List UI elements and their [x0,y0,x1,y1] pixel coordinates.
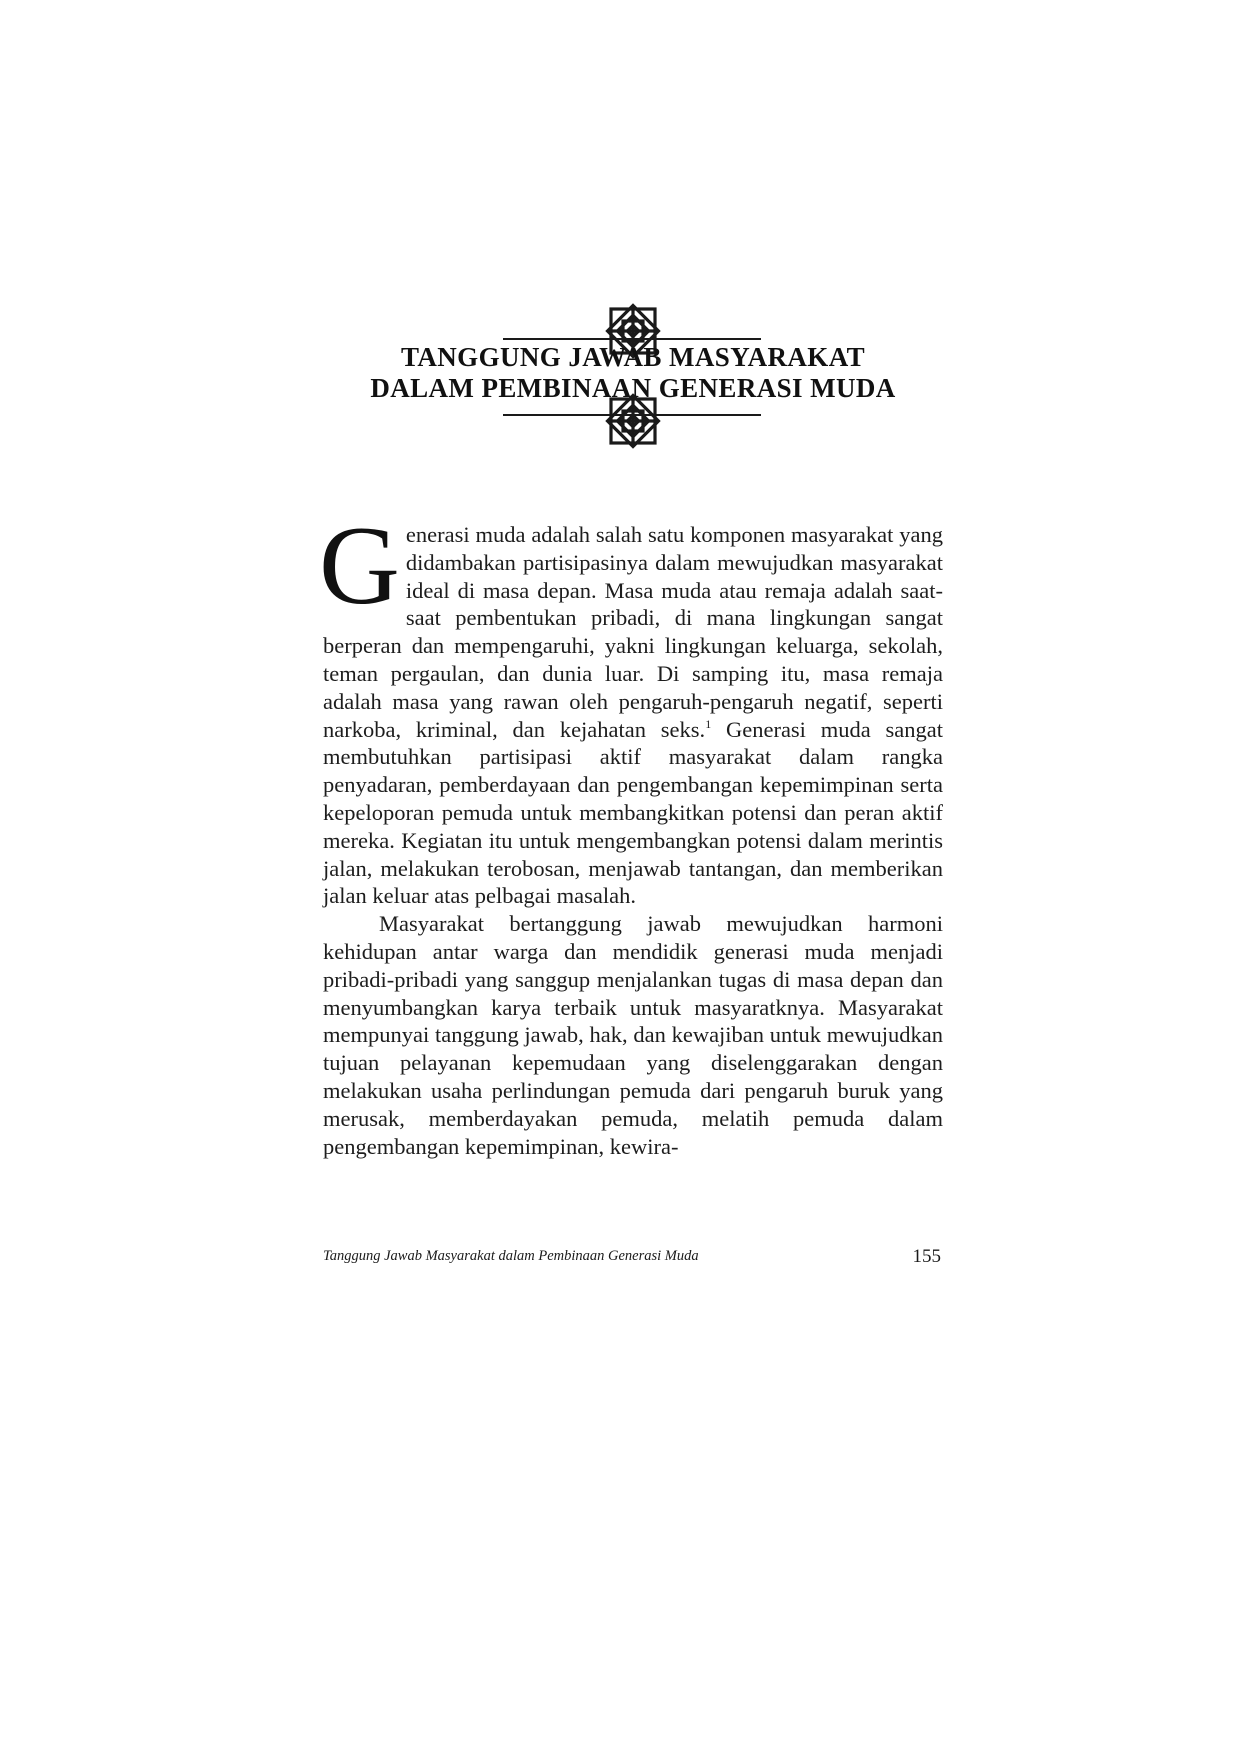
title-rule-top [503,338,761,340]
drop-cap: G [319,504,400,628]
paragraph-1 [319,504,943,910]
running-footer-title: Tanggung Jawab Masyarakat dalam Pembinaan Generasi Muda [323,1248,699,1264]
chapter-title-line-2: DALAM PEMBINAAN GENERASI MUDA [370,373,896,403]
arabesque-knot-icon [593,381,673,461]
footnote-reference[interactable]: 1 [705,716,712,731]
body-text [319,504,943,1160]
chapter-title-line-1: TANGGUNG JAWAB MASYARAKAT [400,342,866,372]
paragraph-2: Masyarakat bertanggung jawab mewujudkan harmoni kehidupan antar warga dan mendidik generasi muda menjadi pribadi-pribadi yang sanggup menjalankan tugas di masa depan dan menyumbangkan karya terbaik untuk masyaratknya. Masyarakat mempunyai tanggung jawab, hak, dan kewajiban untuk mewujudkan tujuan pelayanan kepemudaan yang diselenggarakan dengan melakukan usaha perlindungan pemuda dari pengaruh buruk yang merusak, memberdayakan pemuda, melatih pemuda dalam pengembangan kepemimpinan, kewira- [323,911,943,1159]
page-number: 155 [912,1246,941,1267]
paragraph-1-text-b: Generasi muda sangat membutuhkan partisipasi aktif masyarakat dalam rangka penyadaran, pemberdayaan dan pengembangan kepemimpinan serta kepeloporan pemuda untuk membangkitkan potensi dan peran aktif mereka. Kegiatan itu untuk mengembangkan potensi dalam merintis jalan, melakukan terobosan, menjawab tantangan, dan memberikan jalan keluar atas pelbagai masalah. [323,716,943,909]
paragraph-1-text-a: enerasi muda adalah salah satu komponen masyarakat yang didambakan partisipasinya dalam mewujudkan masyarakat ideal di masa depan. Masa muda atau remaja adalah saat-saat pembentukan pribadi, di mana lingkungan sangat berperan dan mempengaruhi, yakni lingkungan keluarga, sekolah, teman pergaulan, dan dunia luar. Di samping itu, masa remaja adalah masa yang rawan oleh pengaruh-pengaruh negatif, seperti narkoba, kriminal, dan kejahatan seks. [323,522,943,742]
